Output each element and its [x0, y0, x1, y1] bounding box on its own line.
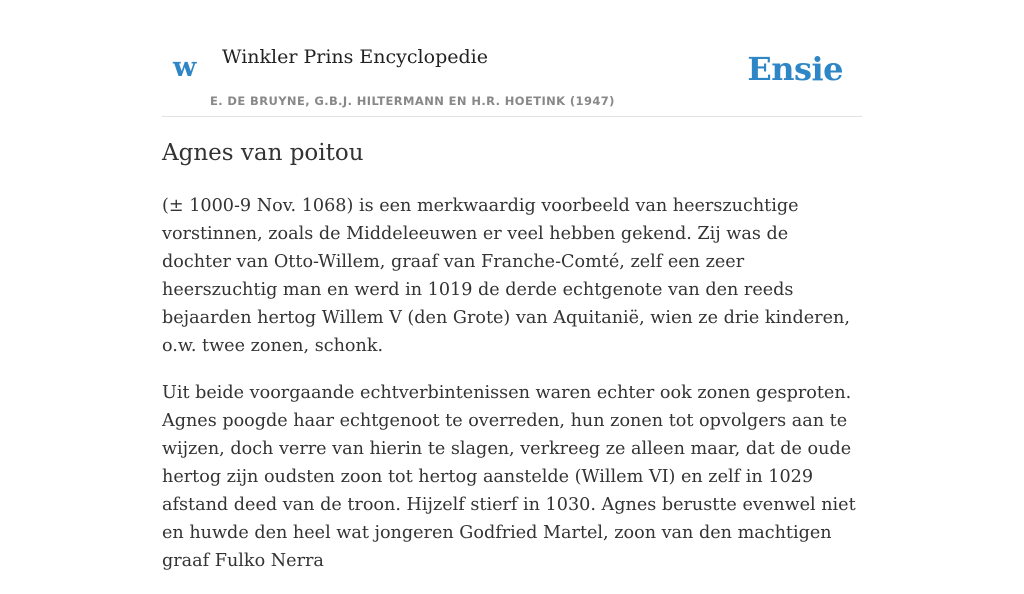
article-paragraph: Uit beide voorgaande echtverbintenissen waren echter ook zonen gesproten. Agnes poogde haar echtgenoot te overreden, hun zonen tot opvolgers aan te wijzen, doch verre van hierin te slagen, verkreeg ze alleen maar, dat de oude hertog zijn oudsten zoon tot hertog aanstelde (Willem VI) en zelf in 1029 afstand deed van de troon. Hijzelf stierf in 1030. Agnes berustte evenwel niet en huwde den heel wat jongeren Godfried Martel, zoon van den machtigen graaf Fulko Nerra: [162, 383, 856, 571]
article-paragraph: (± 1000-9 Nov. 1068) is een merkwaardig voorbeeld van heerszuchtige vorstinnen, zoals de Middeleeuwen er veel hebben gekend. Zij was de dochter van Otto-Willem, graaf van Franche-Comté, zelf een zeer heerszuchtig man en werd in 1019 de derde echtgenote van den reeds bejaarden hertog Willem V (den Grote) van Aquitanië, wien ze drie kinderen, o.w. twee zonen, schonk.: [162, 196, 850, 356]
article-title: Agnes van poitou: [162, 140, 364, 166]
ensie-logo[interactable]: Ensie: [747, 50, 843, 88]
publication-title[interactable]: Winkler Prins Encyclopedie: [222, 46, 488, 68]
site-header: [162, 0, 862, 117]
article-body: [162, 192, 862, 594]
winkler-prins-logo[interactable]: w: [173, 52, 197, 83]
publication-authors: E. DE BRUYNE, G.B.J. HILTERMANN EN H.R. HOETINK (1947): [210, 94, 615, 108]
